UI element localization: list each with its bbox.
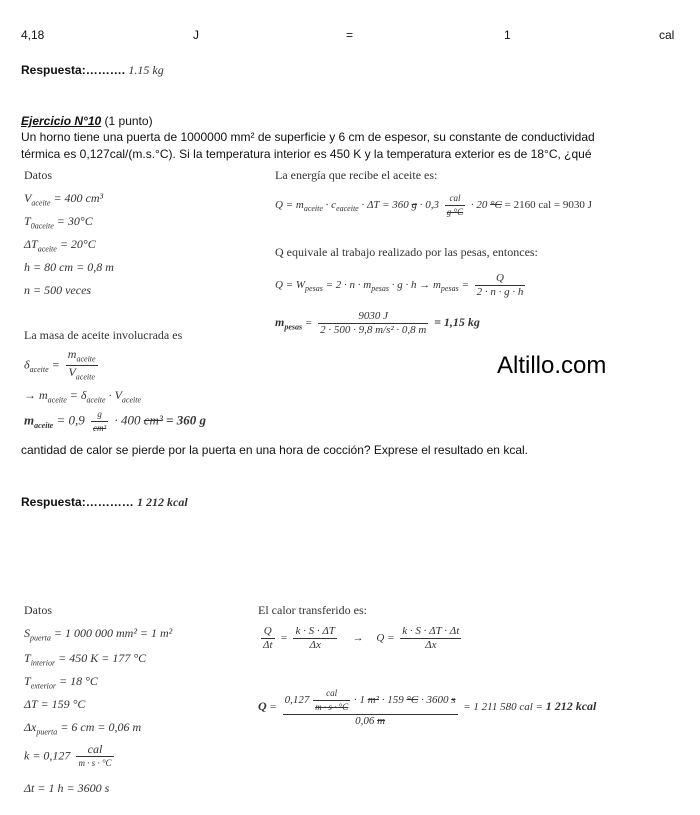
box1-work-title: Q equivale al trabajo realizado por las pesas, entonces: [275, 245, 538, 259]
box1-work-eq: $Q = W_{pesas} = 2 \cdot n \cdot m_{pesas} \cdot g \cdot h \to m_{pesas}$ = $\frac{Q}{2 \cdot n \cdot g \cdot h}$ [275, 272, 524, 298]
box1-datos: Datos [24, 168, 52, 182]
exercise-10-points: (1 punto) [104, 114, 153, 128]
conversion-right: 1 [504, 28, 511, 42]
answer-1-value: 1.15 kg [128, 63, 164, 77]
conversion-equals: = [346, 28, 354, 42]
exercise-10-title: Ejercicio N°10 [21, 114, 102, 128]
box1-density-eq: $\delta_{aceite}$ = $\frac{m_{aceite}}{V_{aceite}}$ [24, 347, 96, 382]
box1-height: h = 80 cm = 0,8 m [24, 260, 114, 274]
answer-2-label: Respuesta:………… [21, 495, 134, 509]
box2-datos: Datos [24, 603, 52, 617]
box1-mass-result: $m_{aceite} = 0,9$ $\frac{g}{\text{cm³}}$ · 400 cm³ = 360 g [24, 409, 206, 433]
box2-k: k = 0,127 $\frac{\text{cal}}{m \cdot s \cdot ^\circ C}$ [24, 742, 112, 768]
box2-time: Δt = 1 h = 3600 s [24, 781, 110, 795]
box2-t-exterior: $T_{exterior} = 18$ °C [24, 674, 98, 691]
box2-t-interior: $T_{interior} = 450$ K = 177 °C [24, 651, 147, 668]
box1-mass-weights: $m_{pesas}$ = $\frac{9030 J}{\text{2 · 500 · 9,8 m/s² · 0,8 m}}$ = 1,15 kg [275, 310, 480, 336]
conversion-unit-j: J [193, 28, 199, 42]
box1-volume: $V_{aceite} = 400$ cm³ [24, 191, 104, 208]
answer-2-value: 1 212 kcal [137, 495, 188, 509]
exercise-10-line-2: térmica es 0,127cal/(m.s.°C). Si la temperatura interior es 450 K y la temperatura exterior es de 18°C, ¿qué [21, 147, 592, 161]
box1-initial-temp: $T_{0aceite} = 30^\circ C$ [24, 214, 93, 231]
conversion-left: 4,18 [21, 28, 45, 42]
box2-heat-title: El calor transferido es: [258, 603, 367, 617]
answer-2 [21, 495, 188, 510]
box1-mass-derivation: → $m_{aceite} = \delta_{aceite} \cdot V_{aceite}$ [24, 388, 142, 405]
box1-delta-temp: $\Delta T_{aceite} = 20^\circ C$ [24, 237, 96, 254]
answer-1-label: Respuesta:………. [21, 63, 126, 77]
exercise-10-heading [21, 114, 153, 128]
box2-thickness: $\Delta x_{puerta} = 6$ cm = 0,06 m [24, 720, 142, 737]
box1-energy-title: La energía que recibe el aceite es: [275, 168, 438, 182]
exercise-10-line-3: cantidad de calor se pierde por la puerta en una hora de cocción? Exprese el resultado en kcal. [21, 443, 528, 457]
watermark-logo: Altillo.com [497, 352, 607, 379]
box1-mass-title: La masa de aceite involucrada es [24, 328, 183, 342]
box2-heat-formula: $\frac{Q}{\Delta t}$ = $\frac{k \cdot S \cdot \Delta T}{\Delta x}$ → Q = $\frac{k \cdot S \cdot \Delta T \cdot \Delta t}{\Delta x}$ [263, 625, 460, 651]
box2-area: $S_{puerta} = 1$ 000 000 mm² = 1 m² [24, 626, 173, 643]
box2-heat-result: Q = 0,127 $\frac{\text{cal}}{m \cdot s \cdot ^\circ C}$ · 1 m² · 159 °C · 3600 s 0,06 m = 1 211 580 cal = 1 212 kcal [258, 688, 597, 727]
box1-times: n = 500 veces [24, 283, 92, 297]
box1-energy-eq: $Q = m_{aceite} \cdot c_{eaceite} \cdot \Delta T = 360$ g · 0,3 $\frac{\text{cal}}{g ^\circ C}$ · 20 °C = 2160 cal = 9030 J [275, 193, 592, 217]
box2-delta-t: ΔT = 159 °C [24, 697, 86, 711]
exercise-10-line-1: Un horno tiene una puerta de 1000000 mm² de superficie y 6 cm de espesor, su constante de conductividad [21, 130, 595, 144]
conversion-unit-cal: cal [659, 28, 675, 42]
answer-1 [21, 63, 164, 78]
